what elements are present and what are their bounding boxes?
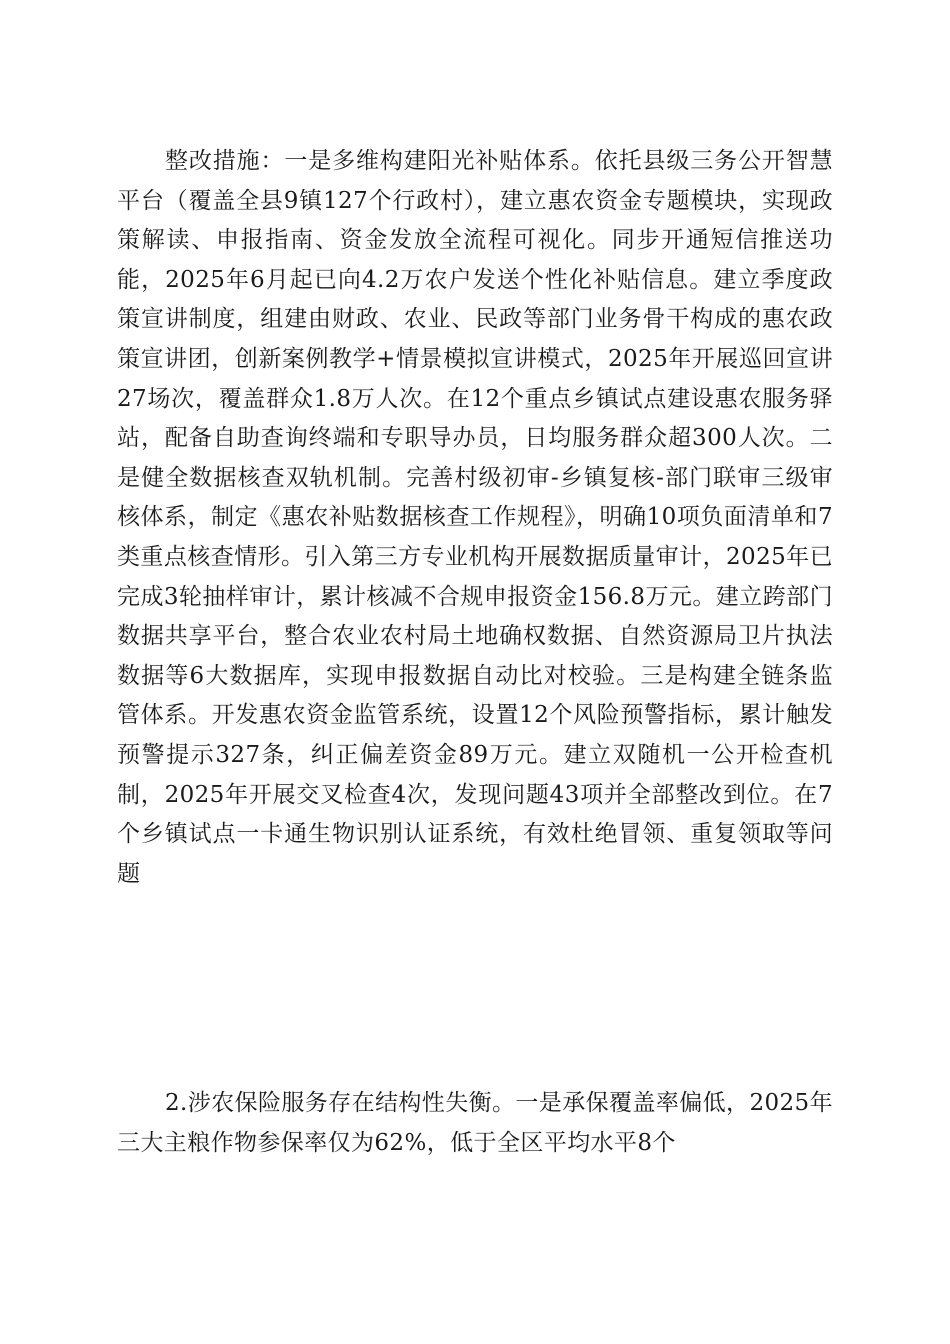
body-paragraph-rectification-measures: 整改措施：一是多维构建阳光补贴体系。依托县级三务公开智慧平台（覆盖全县9镇127个行政村），建立惠农资金专题模块，实现政策解读、申报指南、资金发放全流程可视化。同步开通短信推送功能，2025年6月起已向4.2万农户发送个性化补贴信息。建立季度政策宣讲制度，组建由财政、农业、民政等部门业务骨干构成的惠农政策宣讲团，创新案例教学+情景模拟宣讲模式，2025年开展巡回宣讲27场次，覆盖群众1.8万人次。在12个重点乡镇试点建设惠农服务驿站，配备自助查询终端和专职导办员，日均服务群众超300人次。二是健全数据核查双轨机制。完善村级初审-乡镇复核-部门联审三级审核体系，制定《惠农补贴数据核查工作规程》，明确10项负面清单和7类重点核查情形。引入第三方专业机构开展数据质量审计，2025年已完成3轮抽样审计，累计核减不合规申报资金156.8万元。建立跨部门数据共享平台，整合农业农村局土地确权数据、自然资源局卫片执法数据等6大数据库，实现申报数据自动比对校验。三是构建全链条监管体系。开发惠农资金监管系统，设置12个风险预警指标，累计触发预警提示327条，纠正偏差资金89万元。建立双随机一公开检查机制，2025年开展交叉检查4次，发现问题43项并全部整改到位。在7个乡镇试点一卡通生物识别认证系统，有效杜绝冒领、重复领取等问题 [117,148,833,887]
body-paragraph-agricultural-insurance: 2.涉农保险服务存在结构性失衡。一是承保覆盖率偏低，2025年三大主粮作物参保率仅为62%，低于全区平均水平8个 [117,1090,833,1156]
